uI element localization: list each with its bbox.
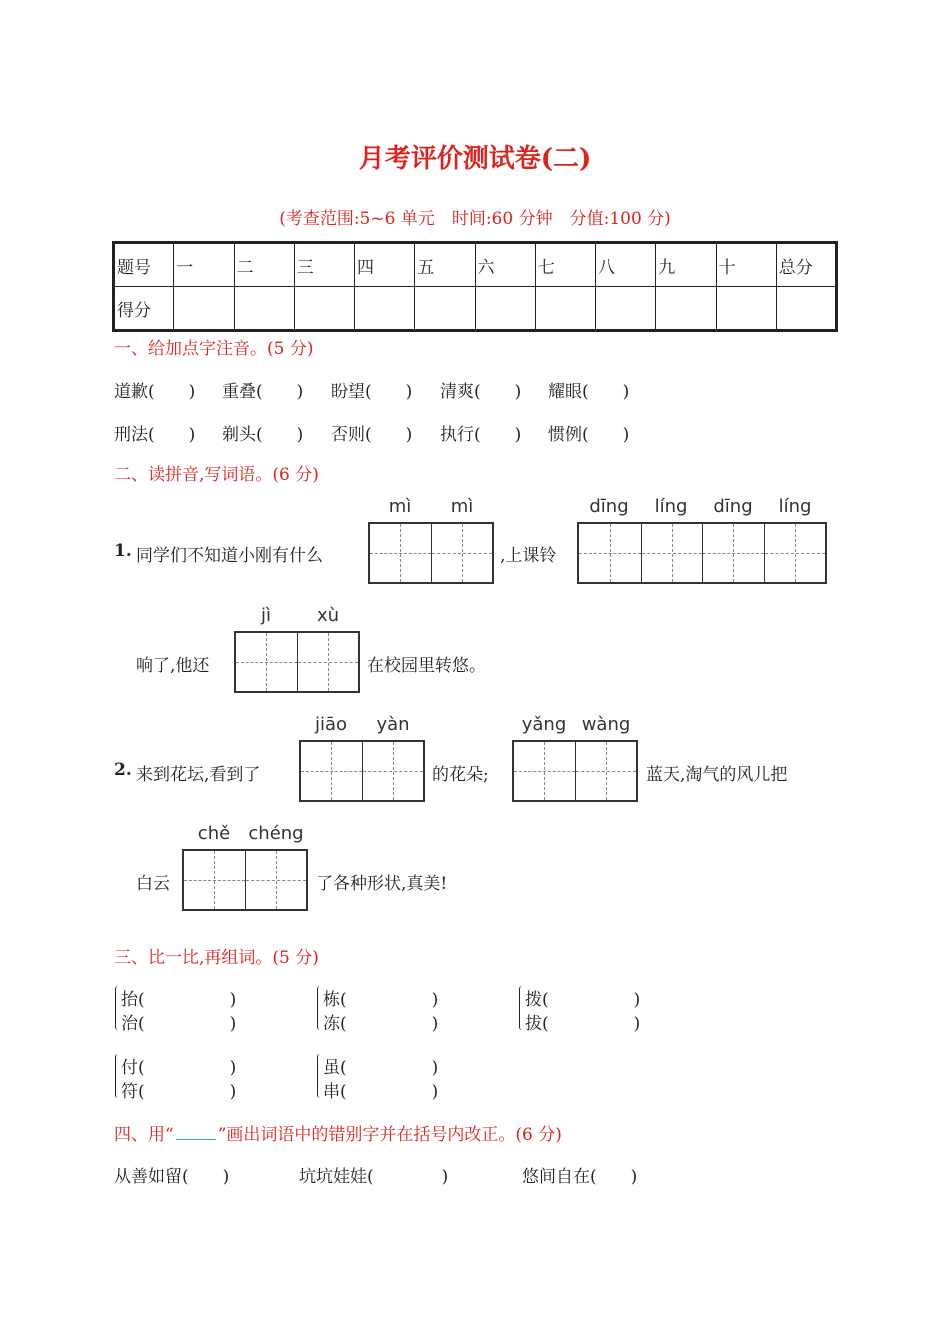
question-text: 同学们不知道小刚有什么 (136, 546, 323, 566)
grid-cell[interactable] (702, 524, 764, 582)
question-text: 白云 (136, 874, 170, 894)
question-number: 1. (114, 541, 132, 561)
pinyin: jiāo (314, 714, 348, 735)
compare-item: 串( ) (323, 1082, 439, 1102)
grid-cell[interactable] (301, 742, 362, 800)
score-cell[interactable] (234, 287, 294, 331)
sec1-item: 盼望( ) (331, 382, 413, 402)
sec1-item: 执行( ) (440, 425, 522, 445)
grid-cell[interactable] (297, 633, 358, 691)
error-word-item: 坑坑娃娃( ) (299, 1167, 449, 1187)
section-4-heading-pre: 四、用“ (114, 1125, 174, 1145)
score-cell[interactable] (596, 287, 656, 331)
pinyin: mì (388, 496, 412, 517)
pinyin: jì (260, 605, 271, 626)
section-1-heading: 一、给加点字注音。(5 分) (114, 339, 314, 359)
score-cell[interactable] (415, 287, 475, 331)
error-word-item: 从善如留( ) (114, 1167, 230, 1187)
table-cell: 题号 (114, 243, 174, 287)
question-text: 了各种形状,真美! (316, 874, 448, 894)
compare-item: 符( ) (121, 1082, 237, 1102)
pinyin: wàng (581, 714, 631, 735)
compare-item: 治( ) (121, 1014, 237, 1034)
table-cell: 一 (174, 243, 234, 287)
score-cell[interactable] (656, 287, 716, 331)
compare-item: 拨( ) (525, 990, 641, 1010)
page-subtitle: (考查范围:5~6 单元 时间:60 分钟 分值:100 分) (279, 209, 671, 229)
pinyin: dīng (713, 496, 753, 517)
sec1-item: 道歉( ) (114, 382, 196, 402)
sec1-item: 剃头( ) (222, 425, 304, 445)
compare-item: 冻( ) (323, 1014, 439, 1034)
grid-cell[interactable] (370, 524, 431, 582)
underline-sample (176, 1125, 216, 1140)
pinyin: chě (197, 823, 231, 844)
score-cell[interactable] (475, 287, 535, 331)
section-4-heading (114, 1120, 562, 1145)
grid-cell[interactable] (362, 742, 423, 800)
question-text: 蓝天,淘气的风儿把 (646, 765, 788, 785)
page-title: 月考评价测试卷(二) (358, 144, 592, 174)
section-4-heading-post: ”画出词语中的错别字并在括号内改正。(6 分) (217, 1125, 562, 1145)
pinyin: líng (778, 496, 812, 517)
grid-cell[interactable] (764, 524, 826, 582)
score-cell[interactable] (776, 287, 836, 331)
writing-grid[interactable] (577, 522, 827, 584)
sec1-item: 否则( ) (331, 425, 413, 445)
score-cell[interactable] (716, 287, 776, 331)
grid-cell[interactable] (575, 742, 636, 800)
pinyin: dīng (589, 496, 629, 517)
section-2-heading: 二、读拼音,写词语。(6 分) (114, 465, 319, 485)
score-table-score-row (114, 287, 837, 331)
question-text: 在校园里转悠。 (367, 656, 486, 676)
grid-cell[interactable] (514, 742, 575, 800)
question-number: 2. (114, 760, 132, 780)
table-cell: 五 (415, 243, 475, 287)
table-cell: 九 (656, 243, 716, 287)
compare-item: 抬( ) (121, 990, 237, 1010)
question-text: 响了,他还 (136, 656, 210, 676)
table-cell: 三 (294, 243, 354, 287)
question-text: ,上课铃 (500, 546, 557, 566)
writing-grid[interactable] (512, 740, 638, 802)
score-cell[interactable] (294, 287, 354, 331)
score-cell[interactable] (535, 287, 595, 331)
grid-cell[interactable] (431, 524, 492, 582)
question-text: 的花朵; (432, 765, 489, 785)
pinyin: chéng (248, 823, 304, 844)
sec1-item: 耀眼( ) (548, 382, 630, 402)
pinyin: líng (654, 496, 688, 517)
table-cell: 得分 (114, 287, 174, 331)
grid-cell[interactable] (184, 851, 245, 909)
table-cell: 四 (355, 243, 415, 287)
sec1-item: 刑法( ) (114, 425, 196, 445)
grid-cell[interactable] (641, 524, 703, 582)
compare-item: 付( ) (121, 1058, 237, 1078)
grid-cell[interactable] (579, 524, 641, 582)
table-cell: 七 (535, 243, 595, 287)
grid-cell[interactable] (245, 851, 306, 909)
writing-grid[interactable] (299, 740, 425, 802)
error-word-item: 悠间自在( ) (522, 1167, 638, 1187)
compare-item: 虽( ) (323, 1058, 439, 1078)
question-text: 来到花坛,看到了 (136, 765, 261, 785)
writing-grid[interactable] (234, 631, 360, 693)
table-cell: 总分 (776, 243, 836, 287)
table-cell: 十 (716, 243, 776, 287)
pinyin: mì (450, 496, 474, 517)
pinyin: yǎng (521, 714, 567, 735)
compare-item: 栋( ) (323, 990, 439, 1010)
score-table (112, 241, 838, 332)
writing-grid[interactable] (182, 849, 308, 911)
compare-item: 拔( ) (525, 1014, 641, 1034)
score-cell[interactable] (174, 287, 234, 331)
score-cell[interactable] (355, 287, 415, 331)
section-3-heading: 三、比一比,再组词。(5 分) (114, 948, 319, 968)
pinyin: yàn (376, 714, 410, 735)
table-cell: 八 (596, 243, 656, 287)
table-cell: 六 (475, 243, 535, 287)
pinyin: xù (316, 605, 340, 626)
grid-cell[interactable] (236, 633, 297, 691)
table-cell: 二 (234, 243, 294, 287)
score-table-header-row (114, 243, 837, 287)
sec1-item: 重叠( ) (222, 382, 304, 402)
sec1-item: 清爽( ) (440, 382, 522, 402)
writing-grid[interactable] (368, 522, 494, 584)
sec1-item: 惯例( ) (548, 425, 630, 445)
